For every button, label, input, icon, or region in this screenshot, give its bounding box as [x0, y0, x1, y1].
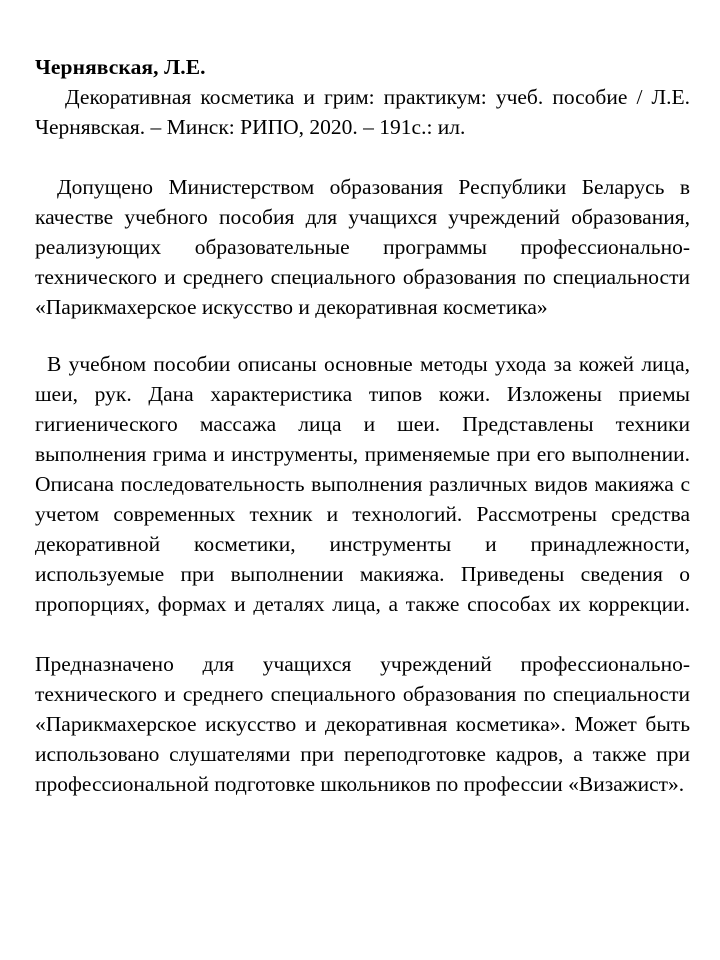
annotation-paragraph	[35, 349, 690, 799]
paragraph-spacer-1	[35, 142, 690, 172]
annotation-part-one: В учебном пособии описаны основные методы ухода за кожей лица, шеи, рук. Дана характеристика типов кожи. Изложены приемы гигиенического массажа лица и шеи. Представлены техники выполнения грима и инструменты, применяемые при его выполнении. Описана последовательность выполнения различных видов макияжа с учетом современных техник и технологий. Рассмотрены средства декоративной косметики, инструменты и принадлежности, используемые при выполнении макияжа. Приведены сведения о пропорциях, формах и деталях лица, а также способах их коррекции.	[35, 352, 690, 616]
approval-statement: Допущено Министерством образования Республики Беларусь в качестве учебного пособия для учащихся учреждений образования, реализующих образовательные программы профессионально-технического и среднего специального образования по специальности «Парикмахерское искусство и декоративная косметика»	[35, 175, 690, 319]
annotation-part-two: Предназначено для учащихся учреждений профессионально-технического и среднего специального образования по специальности «Парикмахерское искусство и декоративная косметика». Может быть использовано слушателями при переподготовке кадров, а также при профессиональной подготовке школьников по профессии «Визажист».	[35, 652, 690, 796]
paragraph-spacer-2	[35, 322, 690, 349]
bibliographic-record: Декоративная косметика и грим: практикум: учеб. пособие / Л.Е. Чернявская. – Минск: РИПО, 2020. – 191с.: ил.	[35, 85, 690, 139]
author-heading: Чернявская, Л.Е.	[35, 55, 206, 79]
